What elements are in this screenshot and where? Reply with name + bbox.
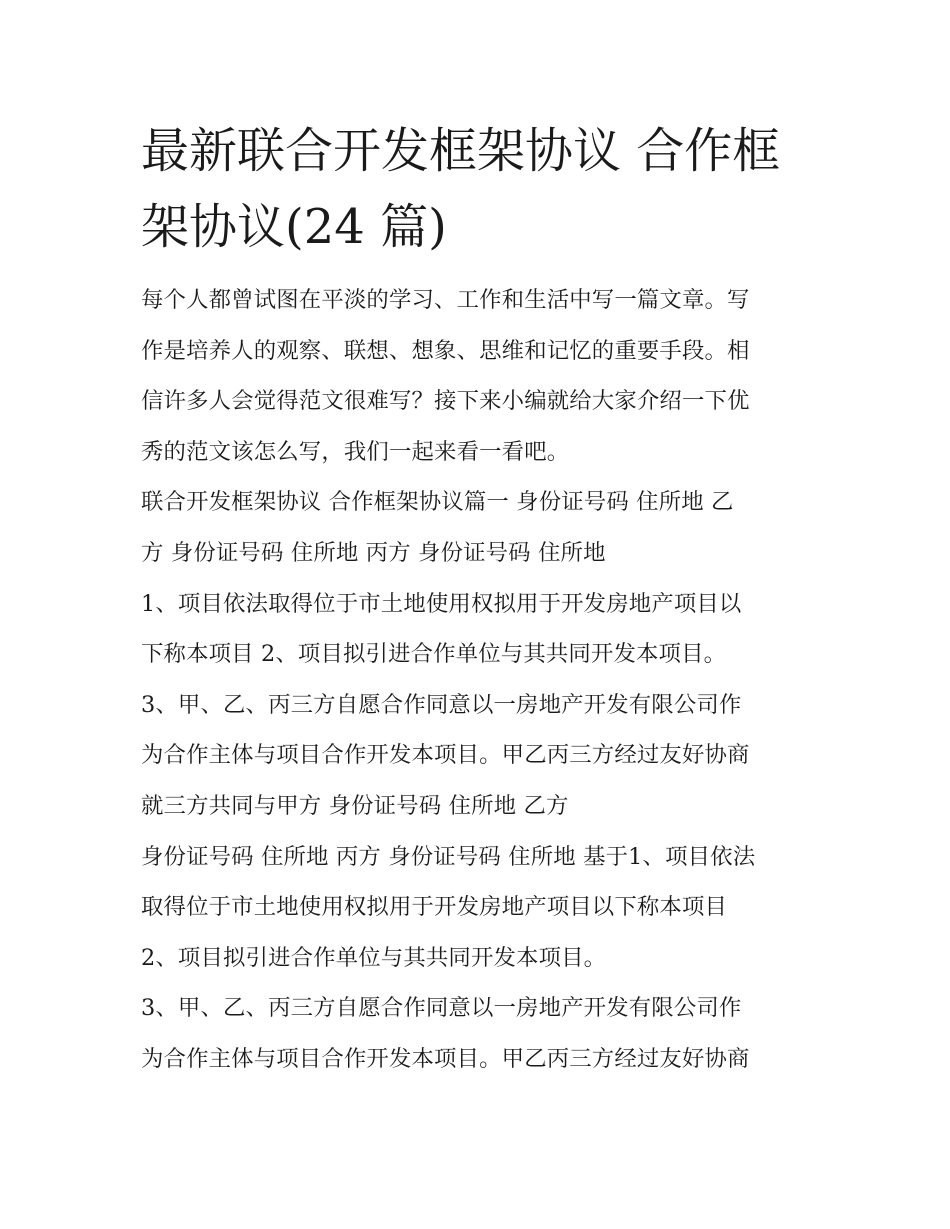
body-line: 秀的范文该怎么写，我们一起来看一看吧。 bbox=[141, 438, 570, 465]
body-line: 每个人都曾试图在平淡的学习、工作和生活中写一篇文章。写 bbox=[141, 287, 750, 313]
body-line: 为合作主体与项目合作开发本项目。甲乙丙三方经过友好协商 bbox=[141, 742, 750, 769]
body-line: 取得位于市土地使用权拟用于开发房地产项目以下称本项目 bbox=[141, 894, 728, 921]
body-line: 就三方共同与甲方 身份证号码 住所地 乙方 bbox=[141, 792, 569, 819]
body-line: 信许多人会觉得范文很难写？接下来小编就给大家介绍一下优 bbox=[141, 388, 750, 415]
title-line: 架协议(24 篇) bbox=[141, 199, 447, 255]
body-line: 方 身份证号码 住所地 丙方 身份证号码 住所地 bbox=[141, 539, 606, 566]
body-line: 3、甲、乙、丙三方自愿合作同意以一房地产开发有限公司作 bbox=[141, 691, 742, 718]
body-line: 为合作主体与项目合作开发本项目。甲乙丙三方经过友好协商 bbox=[141, 1045, 750, 1072]
document-title bbox=[141, 113, 821, 265]
body-line: 身份证号码 住所地 丙方 身份证号码 住所地 基于1、项目依法 bbox=[141, 843, 756, 870]
body-line: 下称本项目 2、项目拟引进合作单位与其共同开发本项目。 bbox=[141, 641, 727, 668]
body-line: 2、项目拟引进合作单位与其共同开发本项目。 bbox=[141, 944, 607, 971]
body-line: 1、项目依法取得位于市土地使用权拟用于开发房地产项目以 bbox=[141, 590, 742, 617]
body-line: 联合开发框架协议 合作框架协议篇一 身份证号码 住所地 乙 bbox=[141, 489, 734, 516]
body-line: 作是培养人的观察、联想、想象、思维和记忆的重要手段。相 bbox=[141, 337, 750, 364]
body-line: 3、甲、乙、丙三方自愿合作同意以一房地产开发有限公司作 bbox=[141, 995, 742, 1022]
document-body bbox=[141, 275, 821, 1085]
title-line: 最新联合开发框架协议 合作框 bbox=[141, 123, 781, 179]
